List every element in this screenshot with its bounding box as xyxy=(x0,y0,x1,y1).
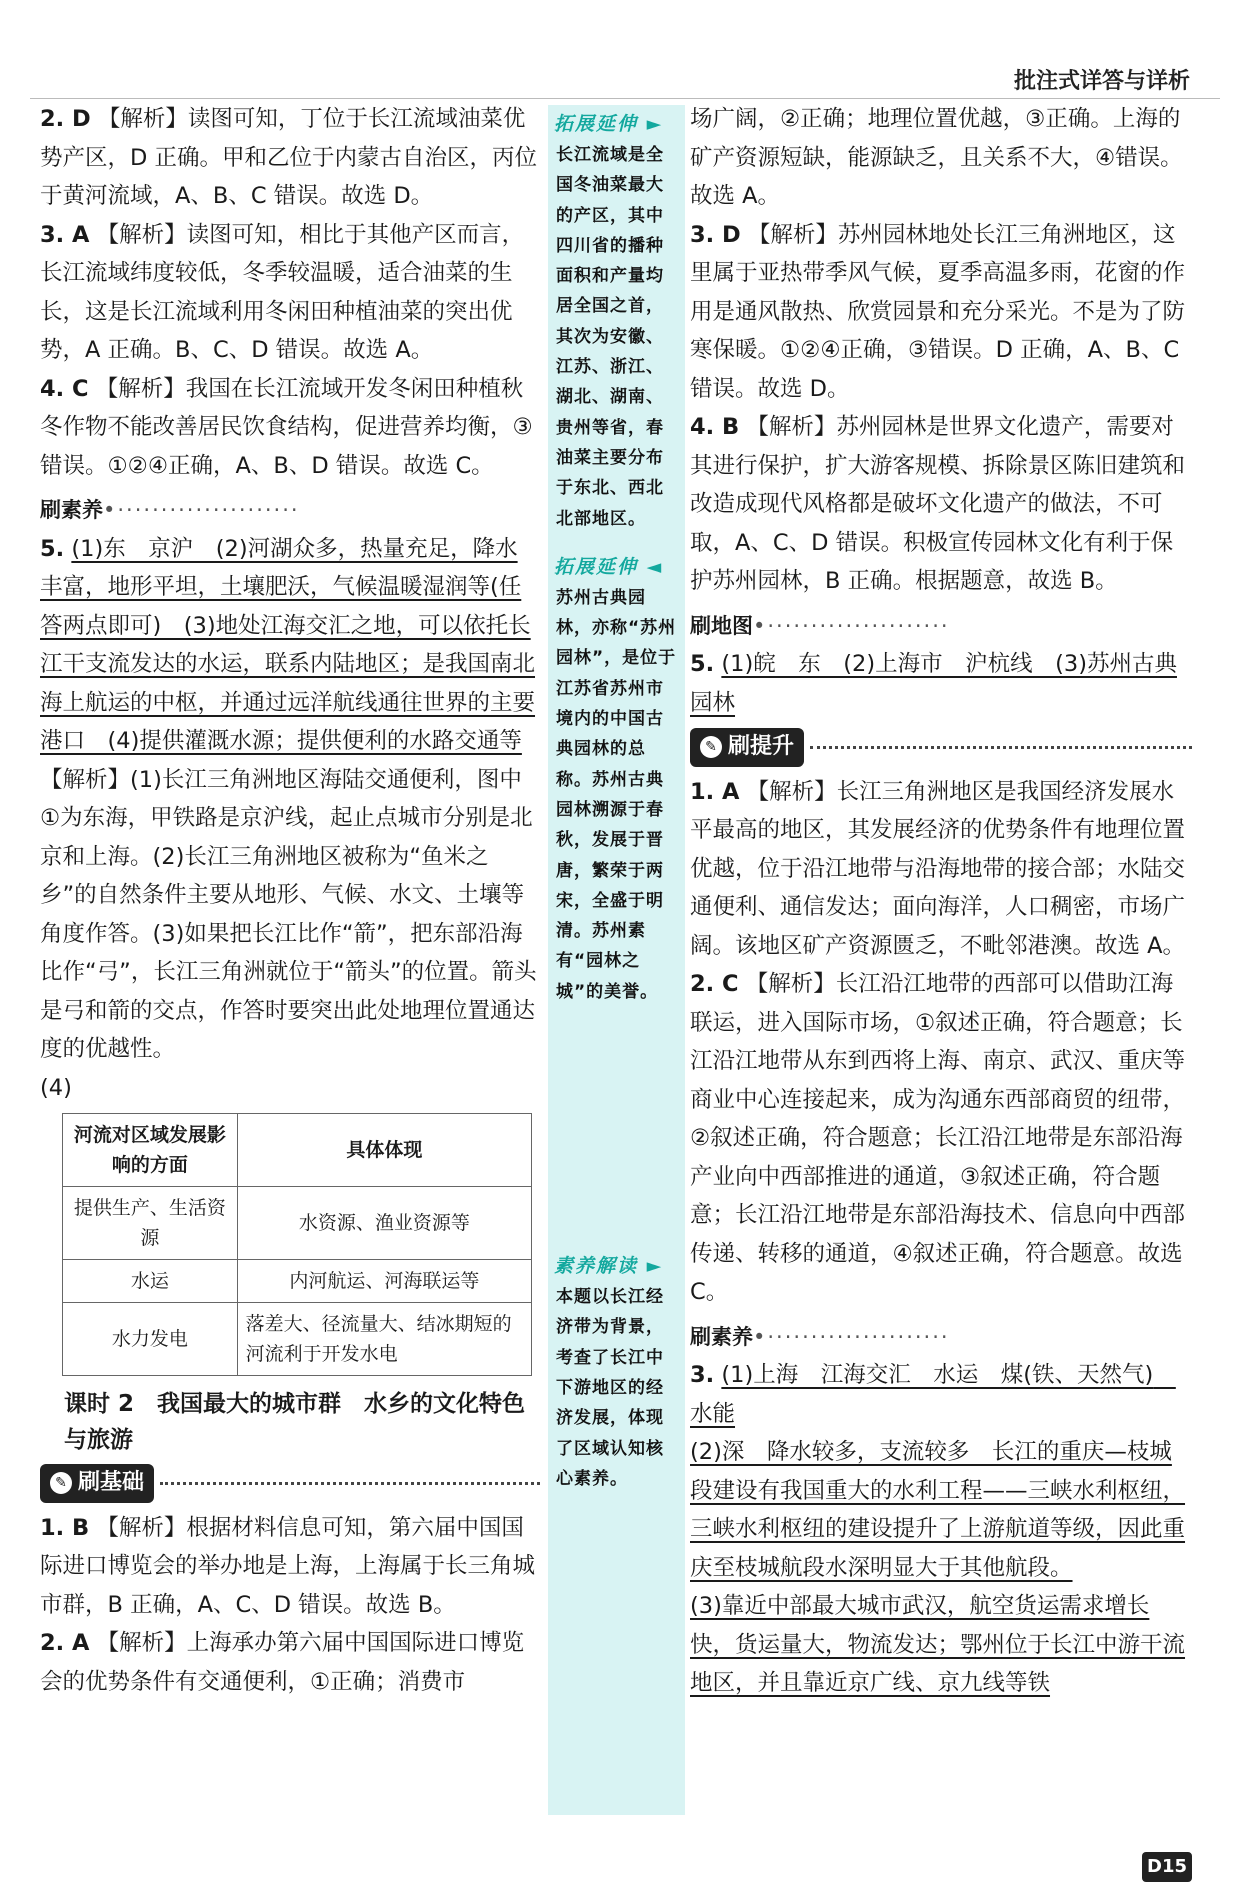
annotation-sidebar xyxy=(548,105,685,1815)
analysis-l5: 【解析】(1)长江三角洲地区海陆交通便利，图中①为东海，甲铁路是京沪线，起止点城市分别是北京和上海。(2)长江三角洲地区被称为“鱼米之乡”的自然条件主要从地形、气候、水文、土壤等角度作答。(3)如果把长江比作“箭”，把东部沿海比作“弓”，长江三角洲就位于“箭头”的位置。箭头是弓和箭的交点，作答时要突出此处地理位置通达度的优越性。 xyxy=(40,766,537,1062)
lesson-title: 课时 2 我国最大的城市群 水乡的文化特色与旅游 xyxy=(64,1391,526,1453)
pen-icon: ✎ xyxy=(50,1472,72,1494)
answer-r2-cont: 场广阔，②正确；地理位置优越，③正确。上海的矿产资源短缺，能源缺乏，且关系不大，④错误。故选 A。 xyxy=(690,106,1183,209)
section-jichu: ✎ 刷基础 xyxy=(40,1464,540,1503)
section-suyang-right: 刷素养•····················· xyxy=(690,1324,950,1349)
right-column xyxy=(690,100,1192,1703)
table-row: 水运 内河航运、河海联运等 xyxy=(63,1260,532,1303)
extension-note-2: 苏州古典园林，亦称“苏州园林”，是位于江苏省苏州市境内的中国古典园林的总称。苏州古典园林溯源于春秋，发展于晋唐，繁荣于两宋，全盛于明清。苏州素有“园林之城”的美誉。 xyxy=(556,587,677,1002)
river-impact-table xyxy=(62,1113,532,1376)
answer-l2: 2. D 【解析】读图可知，丁位于长江流域油菜优势产区，D 正确。甲和乙位于内蒙古自治区，丙位于黄河流域，A、B、C 错误。故选 D。 xyxy=(40,106,537,209)
answer-r5: 5. (1)皖 东 (2)上海市 沪杭线 (3)苏州古典园林 xyxy=(690,651,1177,716)
table-header: 具体体现 xyxy=(237,1114,531,1187)
answer-l5: 5. (1)东 京沪 (2)河湖众多，热量充足，降水丰富，地形平坦，土壤肥沃，气候温暖湿润等(任答两点即可) (3)地处江海交汇之地，可以依托长江干支流发达的水运，联系内陆地区；是我国南北海上航运的中枢，并通过远洋航线通往世界的主要港口 (4)提供灌溉水源；提供便利的水路交通等 xyxy=(40,535,536,754)
arrow-icon: ► xyxy=(646,113,664,135)
literacy-note: 本题以长江经济带为背景，考查了长江中下游地区的经济发展，体现了区域认知核心素养。 xyxy=(556,1287,664,1489)
box-title: 拓展延伸 ► xyxy=(554,113,664,135)
answer-l4: 4. C 【解析】我国在长江流域开发冬闲田种植秋冬作物不能改善居民饮食结构，促进营养均衡，③错误。①②④正确，A、B、D 错误。故选 C。 xyxy=(40,375,533,479)
page-number: D15 xyxy=(1142,1852,1192,1882)
answer-t2: 2. C 【解析】长江沿江地带的西部可以借助江海联运，进入国际市场，①叙述正确，符合题意；长江沿江地带从东到西将上海、南京、武汉、重庆等商业中心连接起来，成为沟通东西部商贸的纽带，②叙述正确，符合题意；长江沿江地带是东部沿海产业向中西部推进的通道，③叙述正确，符合题意；长江沿江地带是东部沿海技术、信息向中西部传递、转移的通道，④叙述正确，符合题意。故选 C。 xyxy=(690,971,1186,1305)
answer-t3-3: (3)靠近中部最大城市武汉，航空货运需求增长快，货运量大，物流发达；鄂州位于长江中游干流地区，并且靠近京广线、京九线等铁 xyxy=(690,1593,1186,1696)
answer-l3: 3. A 【解析】读图可知，相比于其他产区而言，长江流域纬度较低，冬季较温暖，适合油菜的生长，这是长江流域利用冬闲田种植油菜的突出优势，A 正确。B、C、D 错误。故选 A。 xyxy=(40,221,525,363)
answer-b1: 1. B 【解析】根据材料信息可知，第六届中国国际进口博览会的举办地是上海，上海属于长三角城市群，B 正确，A、C、D 错误。故选 B。 xyxy=(40,1514,536,1618)
box-title: 素养解读 ► xyxy=(554,1255,664,1278)
answer-t3-2: (2)深 降水较多，支流较多 长江的重庆—枝城段建设有我国重大的水利工程——三峡水利枢纽，三峡水利枢纽的建设提升了上游航道等级，因此重庆至枝城航段水深明显大于其他航段。 xyxy=(690,1439,1186,1581)
section-suyang-left: 刷素养•····················· xyxy=(40,498,300,522)
table-row: 提供生产、生活资源 水资源、渔业资源等 xyxy=(63,1187,532,1260)
answer-r4: 4. B 【解析】苏州园林是世界文化遗产，需要对其进行保护，扩大游客规模、拆除景区陈旧建筑和改造成现代风格都是破坏文化遗产的做法，不可取，A、C、D 错误。积极宣传园林文化有利于保护苏州园林，B 正确。根据题意，故选 B。 xyxy=(690,414,1186,594)
answer-b2: 2. A 【解析】上海承办第六届中国国际进口博览会的优势条件有交通便利，①正确；消费市 xyxy=(40,1630,525,1695)
answer-t3-1: 3. (1)上海 江海交汇 水运 煤(铁、天然气) 水能 xyxy=(690,1362,1176,1427)
answer-t1: 1. A 【解析】长江三角洲地区是我国经济发展水平最高的地区，其发展经济的优势条件有地理位置优越，位于沿江地带与沿海地带的接合部；水陆交通便利、通信发达；面向海洋，人口稠密，市场广阔。该地区矿产资源匮乏，不毗邻港澳。故选 A。 xyxy=(690,778,1186,959)
table-row: 水力发电 落差大、径流量大、结冰期短的河流利于开发水电 xyxy=(63,1303,532,1376)
arrow-icon: ◄ xyxy=(646,555,664,578)
header-divider xyxy=(30,98,1220,99)
table-header: 河流对区域发展影响的方面 xyxy=(63,1114,238,1187)
section-ditu: 刷地图•····················· xyxy=(690,613,950,638)
section-tisheng: ✎ 刷提升 xyxy=(690,728,1192,767)
page-header: 批注式详答与详析 xyxy=(1013,69,1190,94)
answer-r3: 3. D 【解析】苏州园林地处长江三角洲地区，这里属于亚热带季风气候，夏季高温多雨，花窗的作用是通风散热、欣赏园景和充分采光。不是为了防寒保暖。①②④正确，③错误。D 正确，A、B、C 错误。故选 D。 xyxy=(690,221,1186,402)
arrow-icon: ► xyxy=(646,1255,664,1278)
left-column xyxy=(40,100,540,1701)
pen-icon: ✎ xyxy=(700,736,722,758)
box-title: 拓展延伸 ◄ xyxy=(554,555,664,578)
extension-note-1: 长江流域是全国冬油菜最大的产区，其中四川省的播种面积和产量均居全国之首，其次为安徽、江苏、浙江、湖北、湖南、贵州等省，春油菜主要分布于东北、西北北部地区。 xyxy=(556,145,664,529)
sub4-label: (4) xyxy=(40,1074,72,1101)
